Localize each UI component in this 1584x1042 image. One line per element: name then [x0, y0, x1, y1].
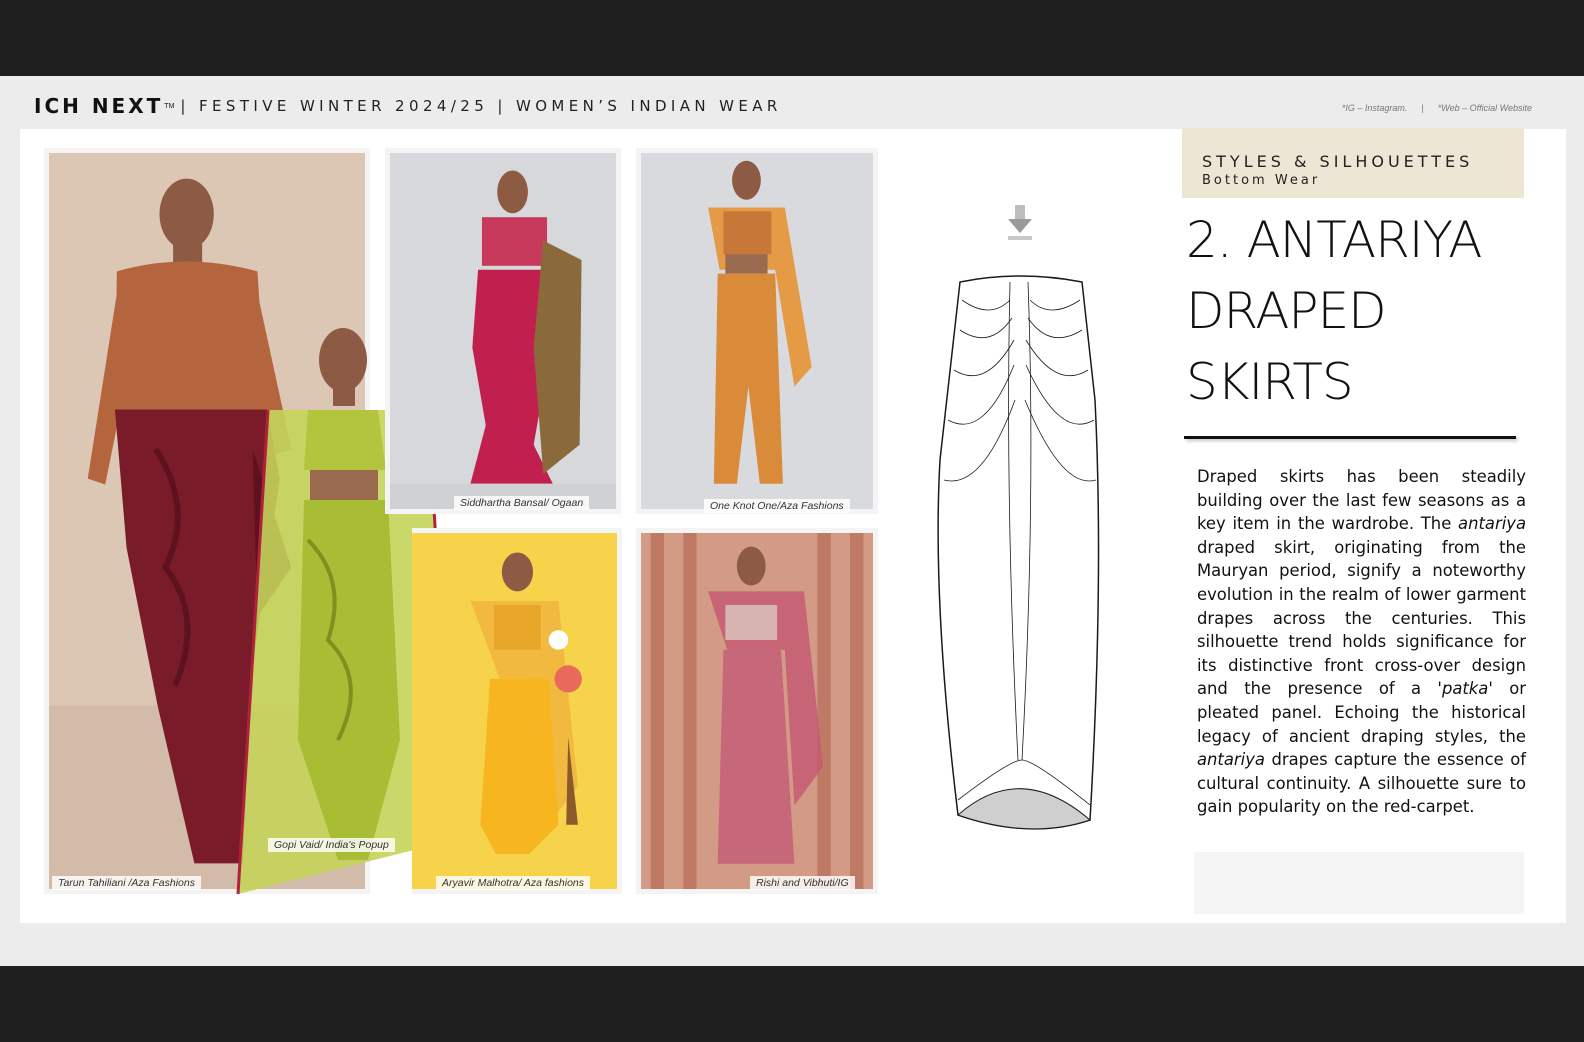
trademark-mark: TM [164, 102, 175, 110]
bottom-letterbox-bar [0, 966, 1584, 1042]
section-label-box [1182, 128, 1524, 198]
skirt-flat-sketch [910, 200, 1130, 850]
page-title-line-2: DRAPED [1186, 282, 1386, 340]
top-letterbox-bar [0, 0, 1584, 76]
body-text-4: drapes capture the essence of cultural continuity. A silhouette sure to gain popularity on the red-carpet. [1197, 750, 1526, 817]
brand-logo: ICH NEXT [34, 94, 164, 118]
credit-gopi-vaid: Gopi Vaid/ India's Popup [268, 838, 395, 852]
slide-header [34, 94, 782, 118]
note-website: *Web – Official Website [1437, 103, 1532, 113]
note-instagram: *IG – Instagram. [1341, 103, 1408, 113]
empty-caption-box [1194, 852, 1524, 914]
credit-rishi-vibhuti: Rishi and Vibhuti/IG [750, 876, 855, 890]
body-emphasis-patka: patka [1441, 679, 1489, 699]
note-separator: | [1421, 103, 1424, 113]
body-emphasis-antariya-2: antariya [1197, 750, 1265, 770]
credit-one-knot-one: One Knot One/Aza Fashions [704, 499, 850, 513]
title-divider [1184, 436, 1516, 439]
body-text-3: ' or pleated panel. Echoing the historical legacy of ancient draping styles, the [1197, 679, 1527, 746]
page-title [1186, 205, 1546, 418]
section-title: STYLES & SILHOUETTES [1202, 152, 1474, 171]
photo-one-knot-one [636, 148, 878, 514]
photo-siddhartha-bansal [385, 148, 621, 514]
page-title-line-3: SKIRTS [1186, 353, 1353, 411]
photo-aryavir-malhotra [412, 528, 622, 894]
credit-aryavir-malhotra: Aryavir Malhotra/ Aza fashions [436, 876, 590, 890]
body-text-2: draped skirt, originating from the Mauryan period, signify a noteworthy evolution in the realm of lower garment drapes across the centuries. This silhouette trend holds significance for its distinctive front cross-over design and the presence of a ' [1197, 537, 1526, 699]
body-emphasis-antariya-1: antariya [1458, 514, 1526, 534]
credit-siddhartha-bansal: Siddhartha Bansal/ Ogaan [454, 496, 589, 510]
header-subtitle: | FESTIVE WINTER 2024/25 | WOMEN’S INDIAN WEAR [180, 97, 782, 115]
page-title-line-1: 2. ANTARIYA [1186, 211, 1482, 269]
body-paragraph [1197, 465, 1526, 819]
section-subtitle: Bottom Wear [1202, 173, 1321, 188]
source-notes [1342, 103, 1532, 113]
credit-tarun-tahiliani: Tarun Tahiliani /Aza Fashions [52, 876, 201, 890]
body-text-1: Draped skirts has been steadily building over the last few seasons as a key item in the wardrobe. The [1197, 467, 1526, 534]
photo-rishi-vibhuti [636, 528, 878, 894]
